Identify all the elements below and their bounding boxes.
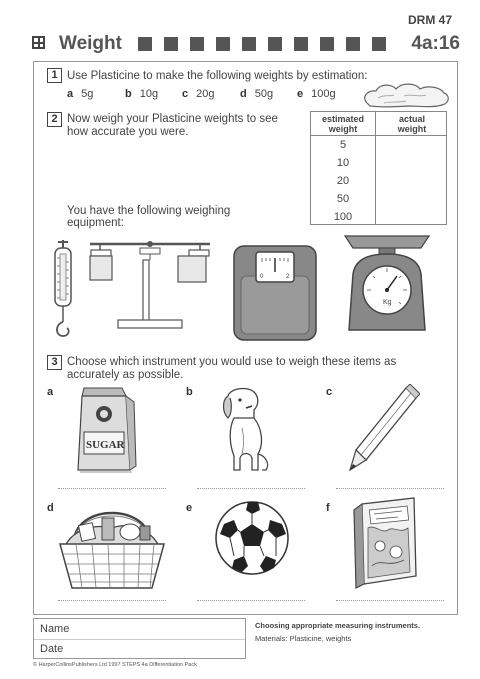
weight-item-e: e 100g — [297, 88, 336, 100]
learning-objective: Choosing appropriate measuring instruments. — [255, 621, 421, 630]
bathroom-scale-icon — [232, 244, 318, 342]
item-f-letter: f — [326, 502, 330, 514]
item-e-letter: e — [186, 502, 193, 514]
name-label: Name — [40, 623, 70, 635]
question-1-text: Use Plasticine to make the following weights by estimation: — [67, 70, 368, 82]
weight-item-a: a 5g — [67, 88, 94, 100]
item-c-letter: c — [326, 386, 333, 398]
estimated-value-5: 5 — [339, 139, 347, 151]
estimated-weight-header: estimated weight — [321, 114, 365, 134]
balance-scale-icon — [85, 236, 215, 332]
answer-line-d[interactable] — [58, 600, 166, 601]
basket-icon — [56, 498, 168, 594]
date-label: Date — [40, 643, 64, 655]
answer-line-a[interactable] — [58, 488, 166, 489]
item-d-letter: d — [47, 502, 54, 514]
header-decoration — [138, 37, 386, 51]
question-2-text-line1: Now weigh your Plasticine weights to see — [67, 113, 278, 125]
item-a-letter: a — [47, 386, 54, 398]
question-2-text-line2: how accurate you were. — [67, 126, 189, 138]
answer-line-e[interactable] — [197, 600, 305, 601]
item-b-letter: b — [186, 386, 193, 398]
estimated-value-50: 50 — [336, 193, 350, 205]
weight-item-b: b 10g — [125, 88, 159, 100]
sugar-bag-icon — [72, 384, 138, 476]
copyright-notice: © HarperCollinsPublishers Ltd 1997 STEPS 4a Differentiation Pack — [33, 662, 197, 668]
unit-code: 4a:16 — [411, 33, 460, 54]
materials-text: Materials: Plasticine, weights — [255, 634, 352, 643]
page-header — [32, 33, 460, 57]
question-1-number: 1 — [47, 68, 62, 83]
kitchen-scale-unit-label: Kg — [383, 299, 392, 306]
spring-balance-icon — [47, 238, 79, 343]
name-date-box — [33, 618, 246, 659]
question-3-text-line1: Choose which instrument you would use to weigh these items as — [67, 356, 397, 368]
question-3-text-line2: accurately as possible. — [67, 369, 184, 381]
weight-list — [67, 88, 367, 102]
estimated-value-100: 100 — [333, 211, 353, 223]
question-3-number: 3 — [47, 355, 62, 370]
svg-text:0: 0 — [260, 274, 264, 280]
weight-item-d: d 50g — [240, 88, 274, 100]
estimated-value-20: 20 — [336, 175, 350, 187]
svg-text:2: 2 — [286, 274, 290, 280]
football-icon — [214, 500, 290, 576]
book-icon — [348, 494, 420, 590]
answer-line-f[interactable] — [336, 600, 444, 601]
answer-line-b[interactable] — [197, 488, 305, 489]
kitchen-scale-icon — [339, 234, 435, 334]
weight-item-c: c 20g — [182, 88, 215, 100]
sugar-pack-label: SUGAR — [86, 439, 125, 451]
estimated-value-10: 10 — [336, 157, 350, 169]
equipment-text-line1: You have the following weighing — [67, 205, 231, 217]
actual-weight-header: actual weight — [397, 114, 427, 134]
dog-icon — [212, 384, 278, 476]
pencil-icon — [344, 384, 420, 476]
weights-table — [310, 111, 447, 225]
weight-symbol-icon — [32, 36, 45, 49]
sheet-code: DRM 47 — [408, 13, 453, 27]
page-title: Weight — [59, 33, 122, 54]
equipment-text-line2: equipment: — [67, 217, 124, 229]
answer-line-c[interactable] — [336, 488, 444, 489]
question-2-number: 2 — [47, 112, 62, 127]
plasticine-icon — [360, 78, 452, 110]
